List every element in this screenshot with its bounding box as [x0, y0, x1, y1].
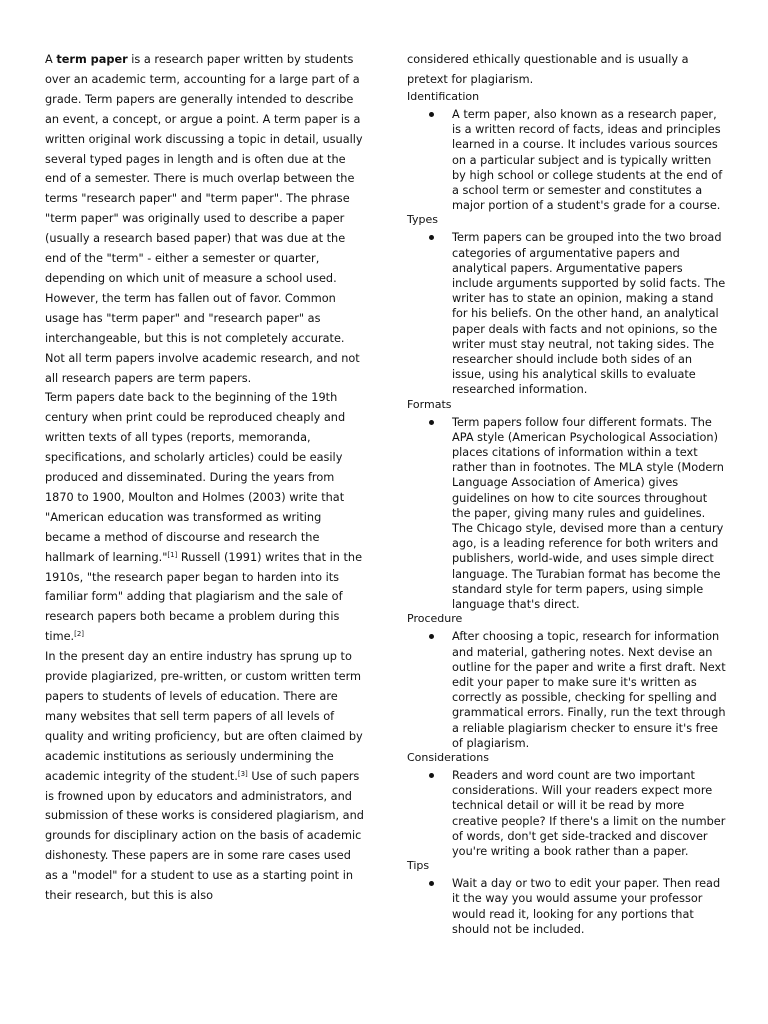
term-paper-bold: term paper — [56, 53, 128, 66]
heading-considerations: Considerations — [407, 750, 489, 764]
item-text: Readers and word count are two important considerations. Will your readers expect more technical detail or will it be read by more creative people? If there's a limit on the number of words, don't get side-tracked and discover you're writing a book rather than a paper. — [452, 768, 726, 858]
heading-identification: Identification — [407, 90, 480, 103]
paragraph-industry — [45, 647, 365, 906]
list-item — [452, 415, 727, 613]
text-history-2: Russell (1991) writes that in the 1910s, "the research paper began to harden into its familiar form" adding that plagiarism and the sale of research papers both became a problem during this time. — [45, 550, 363, 644]
heading-formats: Formats — [407, 397, 452, 411]
heading-types: Types — [407, 213, 438, 227]
list-considerations — [407, 768, 727, 859]
bullet-icon — [429, 235, 434, 240]
item-text: After choosing a topic, research for information and material, gathering notes. Next devise an outline for the paper and write a first draft. Next edit your paper to make sure it's written as correctly as possible, checking for spelling and grammatical errors. Finally, run the text through a reliable plagiarism checker to ensure it's free of plagiarism. — [452, 630, 726, 750]
text-history-1: Term papers date back to the beginning of the 19th century when print could be reproduced cheaply and written texts of all types (reports, memoranda, specifications, and scholarly articles) could be easily produced and disseminated. During the years from 1870 to 1900, Moulton and Holmes (2003) write that "American education was transformed as writing became a method of discourse and research the hallmark of learning." — [45, 391, 346, 564]
citation-3[interactable]: [3] — [237, 769, 248, 778]
list-item — [452, 876, 727, 937]
item-text: Term papers follow four different formats. The APA style (American Psychological Association) places citations of information within a text rather than in footnotes. The MLA style (Modern Language Association of America) gives guidelines on how to cite sources throughout the paper, giving many rules and guidelines. The Chicago style, devised more than a century ago, is a leading reference for both writers and publishers, world-wide, and uses simple direct language. The Turabian format has become the standard style for term papers, using simple language that's direct. — [452, 415, 724, 612]
text-industry-1: In the present day an entire industry has sprung up to provide plagiarized, pre-written, or custom written term papers to students of levels of education. There are many websites that sell term papers of all levels of quality and writing proficiency, but are often claimed by academic institutions as seriously undermining the academic integrity of the student. — [45, 650, 363, 783]
list-identification — [407, 107, 727, 213]
left-column — [45, 0, 365, 906]
paragraph-definition — [45, 50, 365, 388]
text-definition: is a research paper written by students over an academic term, accounting for a large part of a grade. Term papers are generally intended to describe an event, a concept, or argue a point. A term paper is a written original work discussing a topic in detail, usually several typed pages in length and is often due at the end of a semester. There is much overlap between the terms "research paper" and "term paper". The phrase "term paper" was originally used to describe a paper (usually a research based paper) that was due at the end of the "term" - either a semester or quarter, depending on which unit of measure a school used. However, the term has fallen out of favor. Common usage has "term paper" and "research paper" as interchangeable, but this is not completely accurate. Not all term papers involve academic research, and not all research papers are term papers. — [45, 53, 363, 385]
citation-2[interactable]: [2] — [74, 630, 85, 639]
list-formats — [407, 415, 727, 613]
text-industry-2: Use of such papers is frowned upon by educators and administrators, and submission of these works is considered plagiarism, and grounds for disciplinary action on the basis of academic dishonesty. These papers are in some rare cases used as a "model" for a student to use as a starting point in their research, but this is also — [45, 769, 364, 903]
text-lead: A — [45, 53, 57, 66]
list-item — [452, 768, 727, 859]
item-text: Term papers can be grouped into the two broad categories of argumentative papers and analytical papers. Argumentative papers include arguments supported by solid facts. The writer has to state an opinion, making a stand for his beliefs. On the other hand, an analytical paper deals with facts and not opinions, so the writer must stay neutral, not taking sides. The researcher should include both sides of an issue, using his analytical skills to evaluate researched information. — [452, 231, 726, 397]
paragraph-history — [45, 388, 365, 647]
bullet-icon — [429, 881, 434, 886]
bullet-icon — [429, 773, 434, 778]
right-column — [407, 0, 727, 937]
item-text: A term paper, also known as a research paper, is a written record of facts, ideas and principles learned in a course. It includes various sources on a particular subject and is typically written by high school or college students at the end of a school term or semester and constitutes a major portion of a student's grade for a course. — [452, 108, 723, 213]
list-tips — [407, 876, 727, 937]
list-types — [407, 230, 727, 397]
list-item — [452, 230, 727, 397]
heading-tips: Tips — [407, 859, 430, 873]
item-text: Wait a day or two to edit your paper. Then read it the way you would assume your professor would read it, looking for any portions that should not be included. — [452, 877, 721, 936]
bullet-icon — [429, 634, 434, 639]
list-item — [452, 629, 727, 751]
list-item — [452, 107, 727, 213]
citation-1[interactable]: [1] — [167, 550, 178, 559]
bullet-icon — [429, 420, 434, 425]
bullet-icon — [429, 112, 434, 117]
list-procedure — [407, 629, 727, 751]
paragraph-continuation: considered ethically questionable and is usually a pretext for plagiarism. — [407, 53, 689, 86]
heading-procedure: Procedure — [407, 612, 463, 626]
